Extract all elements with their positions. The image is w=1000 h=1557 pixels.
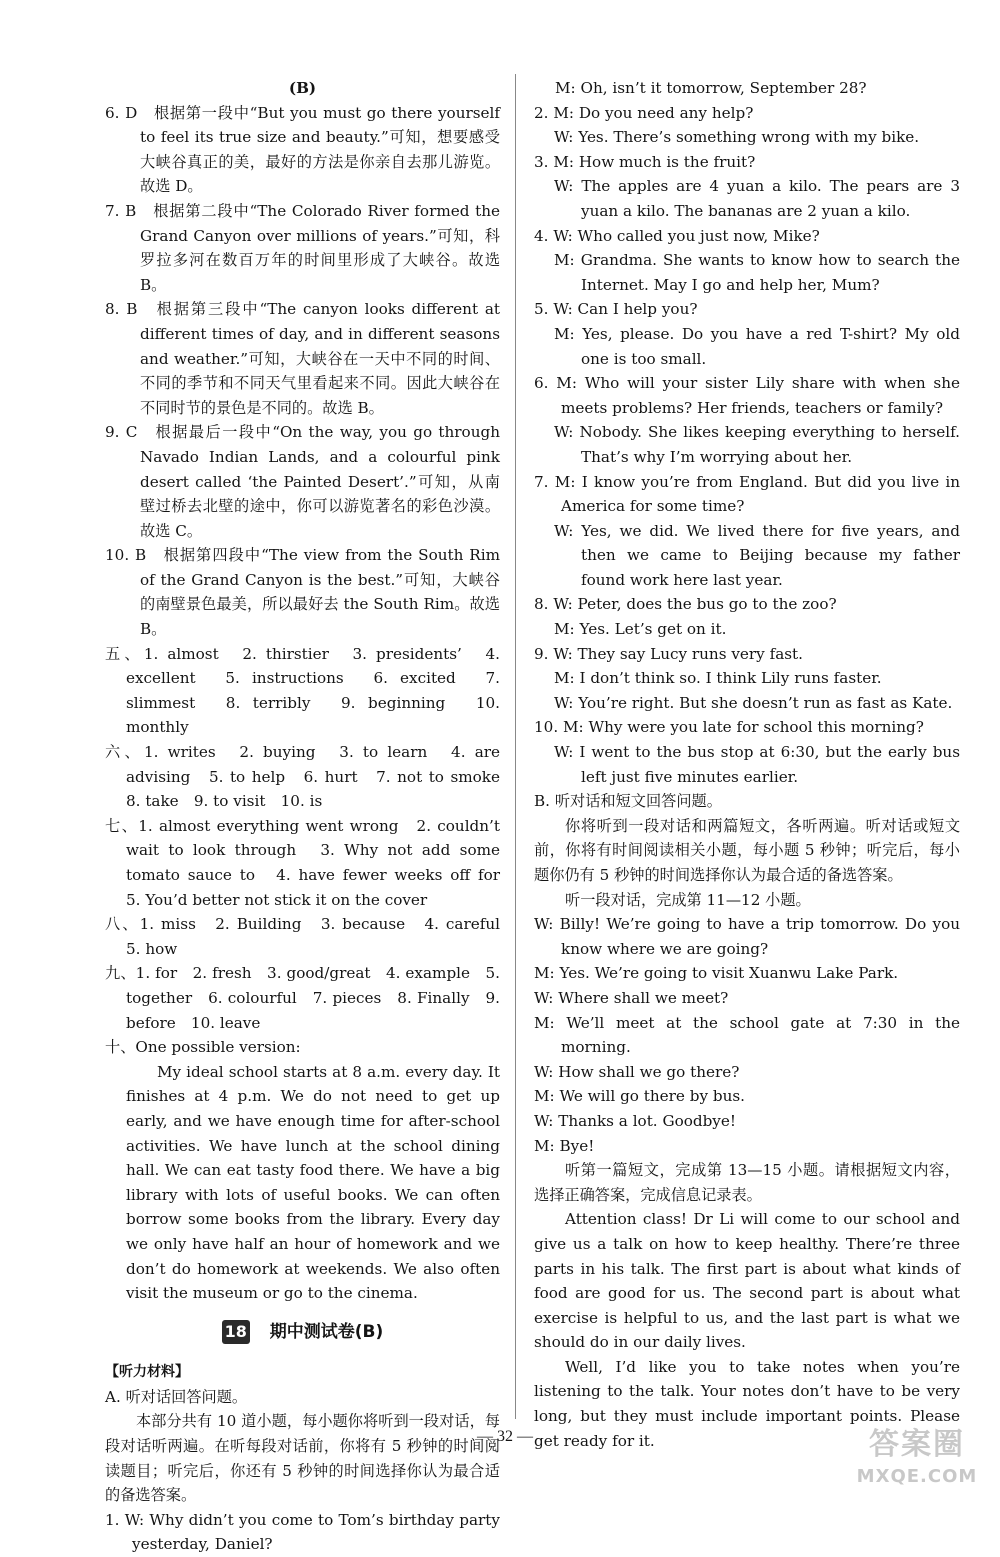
dialogue-line: 9. W: They say Lucy runs very fast. [534, 644, 803, 663]
answer-item: 7. B 根据第二段中“The Colorado River formed the Grand Canyon over millions of years.”可知，科罗拉多河在数百万年的时间里形成了大峡谷。故选 B。 [105, 201, 500, 294]
dialogue-line: M: Yes. Let’s get on it. [554, 620, 727, 639]
dialogue-line: 5. W: Can I help you? [534, 300, 698, 319]
dialogue-line: W: The apples are 4 yuan a kilo. The pears are 3 yuan a kilo. The bananas are 2 yuan a kilo. [554, 177, 960, 220]
answer-section: 九、1. for 2. fresh 3. good/great 4. example 5. together 6. colourful 7. pieces 8. Finally 9. before 10. leave [105, 964, 500, 1032]
page-number: — 32 — [477, 1428, 533, 1445]
listening-block [105, 1360, 500, 1557]
dialogue-line: 2. M: Do you need any help? [534, 103, 754, 122]
dialogue-line: M: Yes. We’re going to visit Xuanwu Lake Park. [534, 964, 899, 983]
dialogue-line: 10. M: Why were you late for school this morning? [534, 718, 924, 737]
dialogue-line: M: Oh, isn’t it tomorrow, September 28? [555, 79, 867, 97]
passage-paragraph: Attention class! Dr Li will come to our school and give us a talk on how to keep healthy. There’re three parts in his talk. The first part is about what kinds of food are good for us. The second part is about what exercise is helpful to us, and the last part is what we should do in our daily lives. [534, 1210, 960, 1352]
answer-block-1 [105, 76, 516, 1306]
answer-item: 6. D 根据第一段中“But you must go there yourself to feel its true size and beauty.”可知，想要感受大峡谷真正的美，最好的方法是你亲自去那儿游览。故选 D。 [105, 103, 500, 196]
answer-section: 七、1. almost everything went wrong 2. couldn’t wait to look through 3. Why not add some tomato sauce to 4. have fewer weeks off for 5. You’d better not stick it on the cover [105, 816, 516, 909]
right-column [534, 76, 960, 1453]
answer-item: 8. B 根据第三段中“The canyon looks different at different times of day, and in different seasons and weather.”可知，大峡谷在一天中不同的时间、不同的季节和不同天气里看起来不同。因此大峡谷在不同时节的景色是不同的。故选 B。 [105, 300, 500, 417]
column-divider [515, 74, 516, 1419]
dialogue-line: M: Bye! [534, 1136, 595, 1155]
answer-section: 八、1. miss 2. Building 3. because 4. careful 5. how [105, 915, 516, 958]
dialogue-line: M: We will go there by bus. [534, 1087, 745, 1106]
dialogue-line: 6. M: Who will your sister Lily share with when she meets problems? Her friends, teachers or family? [534, 374, 960, 417]
answer-section: 十、One possible version: [105, 1038, 301, 1057]
instruction: 你将听到一段对话和两篇短文，各听两遍。听对话或短文前，你将有时间阅读相关小题，每小题 5 秒钟；听完后，每小题你仍有 5 秒钟的时间选择你认为最合适的备选答案。 [534, 816, 960, 884]
watermark-url: MXQE.COM [856, 1466, 978, 1487]
answer-item: 10. B 根据第四段中“The view from the South Rim of the Grand Canyon is the best.”可知，大峡谷的南壁景色最美，所以最好去 the South Rim。故选 B。 [105, 546, 500, 639]
dialogue-line: M: Grandma. She wants to know how to search the Internet. May I go and help her, Mum? [554, 251, 960, 294]
dialogue-line: W: You’re right. But she doesn’t run as fast as Kate. [554, 693, 953, 712]
dialogue-line: 8. W: Peter, does the bus go to the zoo? [534, 595, 837, 614]
answer-section: 六、1. writes 2. buying 3. to learn 4. are advising 5. to help 6. hurt 7. not to smoke 8. take 9. to visit 10. is [105, 743, 516, 811]
instruction: 听第一篇短文，完成第 13—15 小题。请根据短文内容，选择正确答案，完成信息记录表。 [534, 1161, 960, 1204]
watermark-text: 答案圈 [869, 1427, 965, 1462]
dialogue-line: W: Nobody. She likes keeping everything to herself. That’s why I’m worrying about her. [554, 423, 960, 466]
instruction: 听一段对话，完成第 11—12 小题。 [565, 890, 811, 909]
dialogue-line: W: How shall we go there? [534, 1062, 740, 1081]
dialogue-line: W: Billy! We’re going to have a trip tomorrow. Do you know where we are going? [534, 915, 960, 958]
dialogue-line: M: We’ll meet at the school gate at 7:30 in the morning. [534, 1013, 960, 1057]
dialogue-line: W: Where shall we meet? [534, 988, 729, 1007]
unit-title: 期中测试卷(B) [269, 1321, 384, 1342]
answer-item: 9. C 根据最后一段中“On the way, you go through Navado Indian Lands, and a colourful pink desert called ‘the Painted Desert’.”可知，从南壁过桥去北壁的途中，你可以游览著名的彩色沙漠。故选 C。 [105, 423, 500, 540]
passage-paragraph: Well, I’d like you to take notes when you’re listening to the talk. Your notes don’t have to be very long, but they must include important points. Please get ready for it. [534, 1357, 960, 1450]
dialogue-line: M: Yes, please. Do you have a red T-shirt? My old one is too small. [554, 324, 960, 368]
dialogue-line: W: Yes. There’s something wrong with my bike. [554, 128, 920, 147]
listening-heading: 【听力材料】 [105, 1364, 189, 1381]
answer-section: 五、1. almost 2. thirstier 3. presidents’ 4. excellent 5. instructions 6. excited 7. slimmest 8. terribly 9. beginning 10. monthly [105, 644, 500, 737]
unit-heading [105, 1320, 500, 1345]
unit-number-badge: 18 [222, 1320, 250, 1344]
dialogue-line: W: I went to the bus stop at 6:30, but the early bus left just five minutes earlier. [554, 743, 960, 786]
dialogue-line: W: Thanks a lot. Goodbye! [534, 1111, 736, 1130]
section-label: (B) [288, 79, 317, 97]
dialogue-line: 1. W: Why didn’t you come to Tom’s birthday party yesterday, Daniel? [105, 1510, 500, 1554]
instruction: A. 听对话回答问题。 [105, 1387, 248, 1406]
dialogue-line: 4. W: Who called you just now, Mike? [534, 226, 820, 245]
instruction: 本部分共有 10 道小题，每小题你将听到一段对话，每段对话听两遍。在听每段对话前，你将有 5 秒钟的时间阅读题目；听完后，你还有 5 秒钟的时间选择你认为最合适的备选答案。 [105, 1412, 500, 1505]
dialogue-line: W: Yes, we did. We lived there for five years, and then we came to Beijing because my father found work here last year. [554, 521, 960, 589]
dialogue-line: M: I don’t think so. I think Lily runs faster. [554, 669, 882, 688]
instruction: B. 听对话和短文回答问题。 [534, 792, 722, 811]
dialogue-line: 7. M: I know you’re from England. But did you live in America for some time? [534, 472, 960, 516]
watermark-logo [842, 1425, 992, 1497]
dialogue-line: 3. M: How much is the fruit? [534, 152, 756, 171]
sample-essay: My ideal school starts at 8 a.m. every day. It finishes at 4 p.m. We do not need to get up early, and we have enough time for after-school activities. We have lunch at the school dining hall. We can eat tasty food there. We have a big library with lots of useful books. We can often borrow some books from the library. Every day we only have half an hour of homework and we don’t do homework at weekends. We also often visit the museum or go to the cinema. [126, 1062, 500, 1303]
